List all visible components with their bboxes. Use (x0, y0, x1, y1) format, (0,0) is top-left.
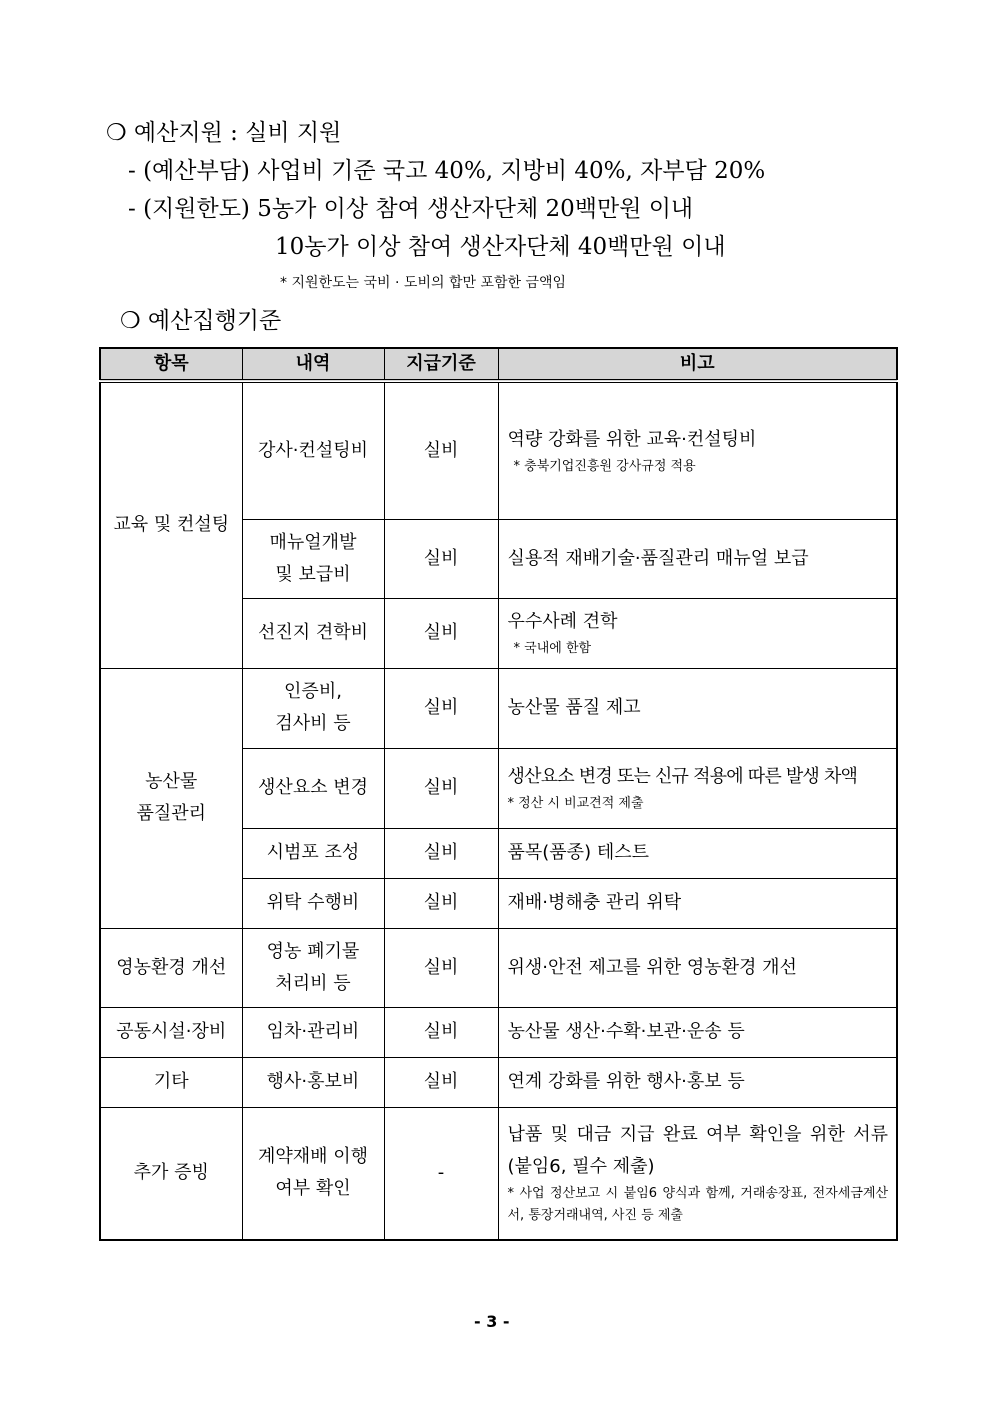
header-item: 항목 (100, 348, 242, 381)
support-limit-line-2: 10농가 이상 참여 생산자단체 40백만원 이내 (275, 234, 726, 260)
item-line: 및 보급비 (275, 563, 351, 585)
group-cell (100, 668, 242, 928)
item-cell: 임차·관리비 (242, 1007, 384, 1057)
budget-share-line: - (예산부담) 사업비 기준 국고 40%, 지방비 40%, 자부담 20% (128, 158, 766, 184)
group-cell: 추가 증빙 (100, 1107, 242, 1240)
header-remark: 비고 (498, 348, 897, 381)
group-cell: 공동시설·장비 (100, 1007, 242, 1057)
remark-cell: 농산물 생산·수확·보관·운송 등 (498, 1007, 897, 1057)
remark-cell: 재배·병해충 관리 위탁 (498, 878, 897, 928)
remark-note: * 정산 시 비교견적 제출 (507, 796, 644, 811)
item-line: 검사비 등 (275, 713, 351, 734)
remark-note: * 충북기업진흥원 강사규정 적용 (513, 458, 696, 474)
basis-cell: 실비 (384, 519, 498, 598)
budget-support-heading: ❍ 예산지원 : 실비 지원 (106, 120, 342, 146)
remark-text: 역량 강화를 위한 교육·컨설팅비 (507, 428, 757, 450)
budget-criteria-table (99, 347, 898, 1241)
basis-cell: - (384, 1107, 498, 1240)
header-basis: 지급기준 (384, 348, 498, 381)
item-cell: 생산요소 변경 (242, 748, 384, 828)
remark-text: 납품 및 대금 지급 완료 여부 확인을 위한 서류(붙임6, 필수 제출) (507, 1124, 888, 1178)
basis-cell: 실비 (384, 928, 498, 1007)
item-line: 여부 확인 (275, 1178, 351, 1200)
group-cell: 기타 (100, 1057, 242, 1107)
basis-cell: 실비 (384, 668, 498, 748)
item-line: 인증비, (284, 681, 342, 702)
support-limit-line: - (지원한도) 5농가 이상 참여 생산자단체 20백만원 이내 (128, 196, 694, 222)
table-row (100, 1107, 897, 1240)
remark-cell: 위생·안전 제고를 위한 영농환경 개선 (498, 928, 897, 1007)
item-cell: 행사·홍보비 (242, 1057, 384, 1107)
support-limit-note: * 지원한도는 국비 · 도비의 합만 포함한 금액임 (280, 275, 567, 291)
basis-cell: 실비 (384, 878, 498, 928)
item-cell (242, 1107, 384, 1240)
item-cell (242, 928, 384, 1007)
table-row (100, 1057, 897, 1107)
table-row (100, 1007, 897, 1057)
item-line: 계약재배 이행 (257, 1146, 369, 1168)
remark-text: 우수사례 견학 (507, 611, 618, 632)
item-cell (242, 519, 384, 598)
remark-cell: 연계 강화를 위한 행사·홍보 등 (498, 1057, 897, 1107)
basis-cell: 실비 (384, 748, 498, 828)
basis-cell: 실비 (384, 598, 498, 668)
basis-cell: 실비 (384, 1007, 498, 1057)
basis-cell: 실비 (384, 381, 498, 519)
item-line: 처리비 등 (275, 972, 351, 994)
group-line: 품질관리 (136, 803, 207, 824)
group-cell: 영농환경 개선 (100, 928, 242, 1007)
basis-cell: 실비 (384, 1057, 498, 1107)
group-cell: 교육 및 컨설팅 (100, 381, 242, 668)
table-row (100, 668, 897, 748)
header-detail: 내역 (242, 348, 384, 381)
basis-cell: 실비 (384, 828, 498, 878)
item-cell (242, 668, 384, 748)
item-cell: 선진지 견학비 (242, 598, 384, 668)
page-number: - 3 - (474, 1312, 510, 1331)
remark-cell (498, 598, 897, 668)
item-cell: 강사·컨설팅비 (242, 381, 384, 519)
table-header-row (100, 348, 897, 381)
remark-text: 생산요소 변경 또는 신규 적용에 따른 발생 차액 (507, 766, 858, 787)
remark-cell (498, 748, 897, 828)
remark-note: * 사업 정산보고 시 붙임6 양식과 함께, 거래송장표, 전자세금계산서, 통장거래내역, 사진 등 제출 (507, 1186, 888, 1224)
item-line: 매뉴얼개발 (269, 531, 357, 553)
remark-cell (498, 381, 897, 519)
remark-cell: 실용적 재배기술·품질관리 매뉴얼 보급 (498, 519, 897, 598)
remark-cell: 품목(품종) 테스트 (498, 828, 897, 878)
item-cell: 위탁 수행비 (242, 878, 384, 928)
item-line: 영농 폐기물 (266, 940, 360, 962)
item-cell: 시범포 조성 (242, 828, 384, 878)
table-row (100, 381, 897, 519)
execution-criteria-heading: ❍ 예산집행기준 (120, 308, 282, 334)
group-line: 농산물 (145, 771, 198, 792)
remark-cell (498, 1107, 897, 1240)
remark-note: * 국내에 한함 (513, 641, 592, 656)
table-row (100, 928, 897, 1007)
remark-cell: 농산물 품질 제고 (498, 668, 897, 748)
